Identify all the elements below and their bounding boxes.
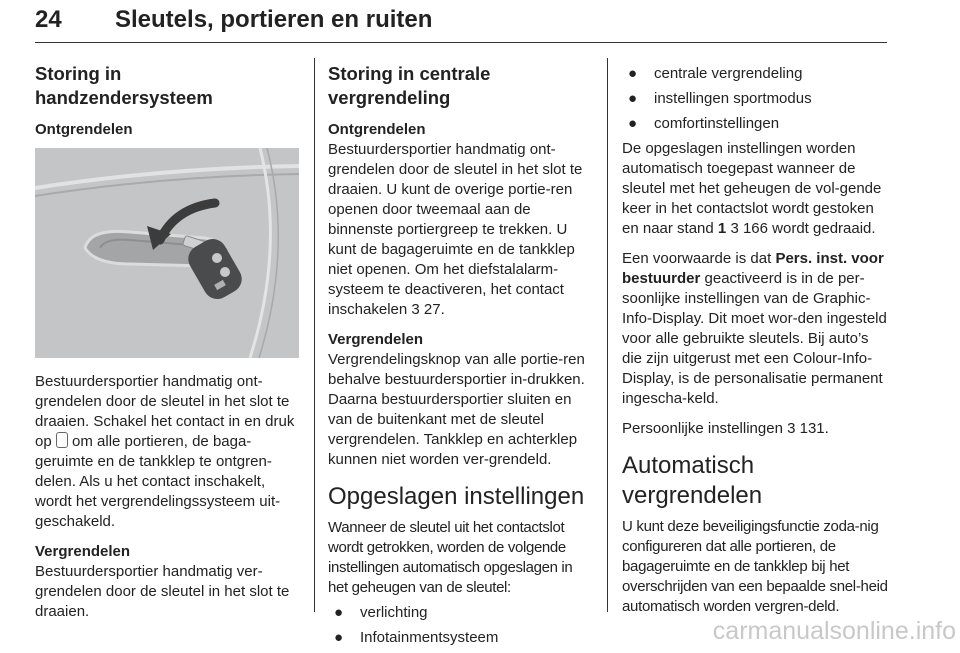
- reference-arrow-icon: 3: [730, 220, 739, 237]
- paragraph-personal-settings: [622, 419, 888, 439]
- settings-list-continued: [622, 64, 888, 134]
- list-item-text: centrale vergrendeling: [654, 65, 803, 82]
- subheading-lock: Vergrendelen: [328, 331, 424, 348]
- paragraph-saved-settings: Wanneer de sleutel uit het contactslot wordt getrokken, worden de volgende instellingen automatisch opgeslagen in het geheugen van de sleutel:: [328, 519, 573, 596]
- paragraph-unlock: [35, 372, 301, 532]
- section-heading: Storing in centrale vergrendeling: [328, 63, 491, 108]
- column-1: [35, 62, 301, 622]
- setting-name: Pers. inst. voor bestuurder: [622, 250, 884, 287]
- page-reference: 27.: [423, 301, 445, 318]
- list-item: [328, 603, 594, 623]
- personal-settings-text: Persoonlijke instellingen: [622, 420, 783, 437]
- subheading-unlock: Ontgrendelen: [328, 121, 426, 138]
- page-title: Sleutels, portieren en ruiten: [115, 6, 433, 33]
- condition-text-a: Een voorwaarde is dat: [622, 250, 772, 267]
- reference-arrow-icon: 3: [787, 420, 796, 437]
- settings-list: [328, 603, 594, 648]
- paragraph-lock: Bestuurdersportier handmatig ver-grendelen door de sleutel in het slot te draaien.: [35, 563, 290, 620]
- condition-text-b: geactiveerd is in de per-soonlijke instellingen van de Graphic-Info-Display. Dit moet wor-den ingesteld voor alle gebruikte sleutels. Bij auto’s die zijn uitgerust met een Colour-Info-Display, is de personalisatie permanent ingescha-keld.: [622, 270, 887, 407]
- header-rule: [35, 42, 887, 43]
- page-reference: 131.: [799, 420, 829, 437]
- page-header: [35, 2, 887, 46]
- key-door-illustration: [35, 148, 299, 358]
- reference-arrow-icon: 3: [411, 301, 420, 318]
- door-handle-key-image: [35, 148, 299, 358]
- section-heading: Storing in handzendersysteem: [35, 63, 213, 108]
- subheading-unlock: Ontgrendelen: [35, 121, 133, 138]
- watermark: carmanualsonline.info: [712, 617, 956, 645]
- list-item-text: comfortinstellingen: [654, 115, 780, 132]
- section-heading-large: Automatisch vergrendelen: [622, 452, 763, 509]
- column-3: [622, 62, 888, 617]
- applied-text-b: wordt gedraaid.: [772, 220, 876, 237]
- applied-text-a: De opgeslagen instellingen worden automatisch toegepast wanneer de sleutel met het geheugen de vol-gende keer in het contactslot wordt gestoken en naar stand: [622, 140, 882, 237]
- paragraph-unlock: [328, 140, 594, 320]
- position-label: 1: [717, 220, 727, 237]
- bullet-icon: ●: [628, 65, 638, 82]
- list-item: [622, 89, 888, 109]
- unlock-text: Bestuurdersportier handmatig ont-grendelen door de sleutel in het slot te draaien. U kunt de overige portie-ren openen door tweemaal aan de binnenste portiergreep te trekken. U kunt de bagageruimte en de tankklep niet openen. Om het diefstalalarm-systeem te deactiveren, het contact inschakelen: [328, 141, 583, 318]
- subheading-lock: Vergrendelen: [35, 543, 131, 560]
- bullet-icon: ●: [334, 604, 344, 621]
- page-reference: 166: [742, 220, 768, 237]
- list-item-text: verlichting: [360, 604, 428, 621]
- list-item: [622, 64, 888, 84]
- list-item-text: Infotainmentsysteem: [360, 629, 499, 646]
- list-item-text: instellingen sportmodus: [654, 90, 812, 107]
- unlock-text-b: om alle portieren, de baga-geruimte en de tankklep te ontgren-delen. Als u het contact inschakelt, wordt het vergrendelingssysteem uit-geschakeld.: [35, 433, 281, 530]
- paragraph-applied: [622, 139, 888, 239]
- paragraph-condition: [622, 249, 888, 409]
- paragraph-auto-lock: U kunt deze beveiligingsfunctie zoda-nig configureren dat alle portieren, de bagageruimte en de tankklep bij het overschrijden van een bepaalde snel-heid automatisch worden vergren-deld.: [622, 518, 888, 615]
- paragraph-lock: Vergrendelingsknop van alle portie-ren behalve bestuurdersportier in-drukken. Daarna bestuurdersportier sluiten en van de buitenkant met de sleutel vergrendelen. Tankklep en achterklep kunnen niet worden ver-grendeld.: [328, 351, 585, 468]
- column-divider-2: [607, 58, 608, 612]
- bullet-icon: ●: [628, 115, 638, 132]
- list-item: [328, 628, 594, 648]
- page-number: 24: [35, 6, 62, 33]
- bullet-icon: ●: [628, 90, 638, 107]
- section-heading-large: Opgeslagen instellingen: [328, 483, 585, 510]
- bullet-icon: ●: [334, 629, 344, 646]
- column-2: [328, 62, 594, 653]
- lock-icon: [56, 432, 68, 448]
- column-divider-1: [314, 58, 315, 612]
- unlock-text-a: Bestuurdersportier handmatig ont-grendelen door de sleutel in het slot te draaien. Schakel het contact in en druk op: [35, 373, 295, 450]
- list-item: [622, 114, 888, 134]
